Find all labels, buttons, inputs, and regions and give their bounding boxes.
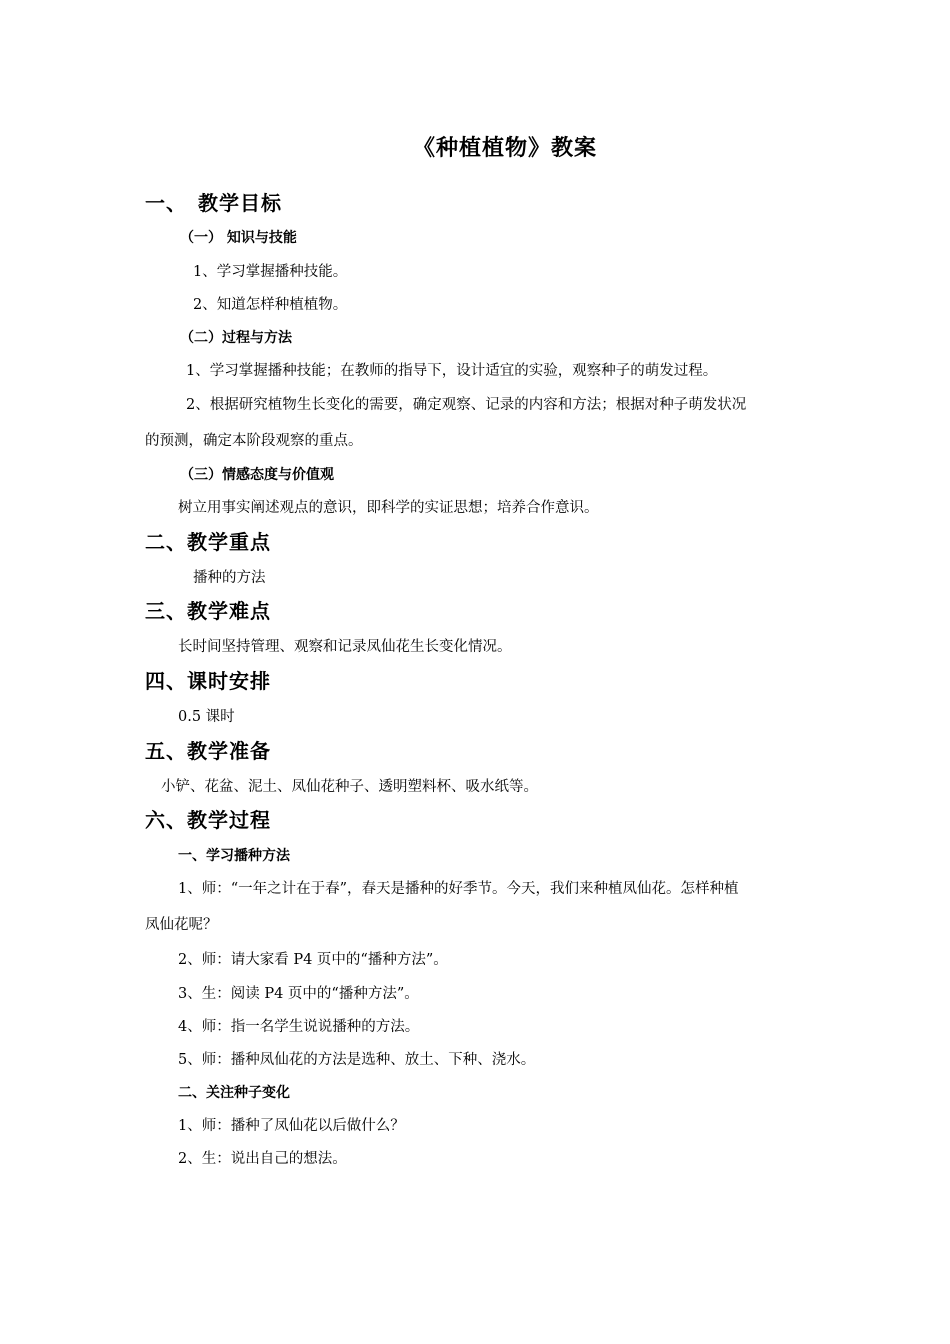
process-step: 1、师：“一年之计在于春”，春天是播种的好季节。今天，我们来种植凤仙花。怎样种植 xyxy=(178,881,739,897)
objective-item: 1、学习掌握播种技能。 xyxy=(193,264,348,280)
section-heading-objectives: 一、 教学目标 xyxy=(145,191,282,215)
section-heading-difficulties: 三、教学难点 xyxy=(145,599,271,623)
section-heading-process: 六、教学过程 xyxy=(145,808,271,832)
section-heading-schedule: 四、课时安排 xyxy=(145,669,271,693)
process-step: 2、生：说出自己的想法。 xyxy=(178,1151,347,1167)
schedule-text: 0.5 课时 xyxy=(178,709,235,725)
subheading-seed-changes: 二、关注种子变化 xyxy=(178,1085,290,1101)
process-step-continued: 凤仙花呢？ xyxy=(145,917,218,933)
process-paragraph: 1、学习掌握播种技能；在教师的指导下，设计适宜的实验，观察种子的萌发过程。 xyxy=(186,363,718,379)
subheading-knowledge-skills: （一） 知识与技能 xyxy=(180,230,297,246)
document-title: 《种植植物》教案 xyxy=(412,136,597,161)
objective-item: 2、知道怎样种植植物。 xyxy=(193,297,348,313)
process-step: 1、师：播种了凤仙花以后做什么？ xyxy=(178,1118,405,1134)
process-step: 5、师：播种凤仙花的方法是选种、放土、下种、浇水。 xyxy=(178,1052,536,1068)
process-paragraph-continued: 的预测，确定本阶段观察的重点。 xyxy=(145,433,363,449)
process-step: 4、师：指一名学生说说播种的方法。 xyxy=(178,1019,420,1035)
key-points-text: 播种的方法 xyxy=(193,570,266,586)
difficulties-text: 长时间坚持管理、观察和记录凤仙花生长变化情况。 xyxy=(178,639,512,655)
attitude-paragraph: 树立用事实阐述观点的意识，即科学的实证思想；培养合作意识。 xyxy=(178,500,599,516)
subheading-learn-sowing: 一、学习播种方法 xyxy=(178,848,290,864)
subheading-attitude-values: （三）情感态度与价值观 xyxy=(180,467,334,483)
process-paragraph: 2、根据研究植物生长变化的需要，确定观察、记录的内容和方法；根据对种子萌发状况 xyxy=(186,397,747,413)
subheading-process-method: （二）过程与方法 xyxy=(180,330,292,346)
section-heading-key-points: 二、教学重点 xyxy=(145,530,271,554)
section-heading-preparation: 五、教学准备 xyxy=(145,739,271,763)
process-step: 2、师：请大家看 P4 页中的“播种方法”。 xyxy=(178,952,448,968)
preparation-text: 小铲、花盆、泥土、凤仙花种子、透明塑料杯、吸水纸等。 xyxy=(161,779,538,795)
process-step: 3、生：阅读 P4 页中的“播种方法”。 xyxy=(178,986,419,1002)
